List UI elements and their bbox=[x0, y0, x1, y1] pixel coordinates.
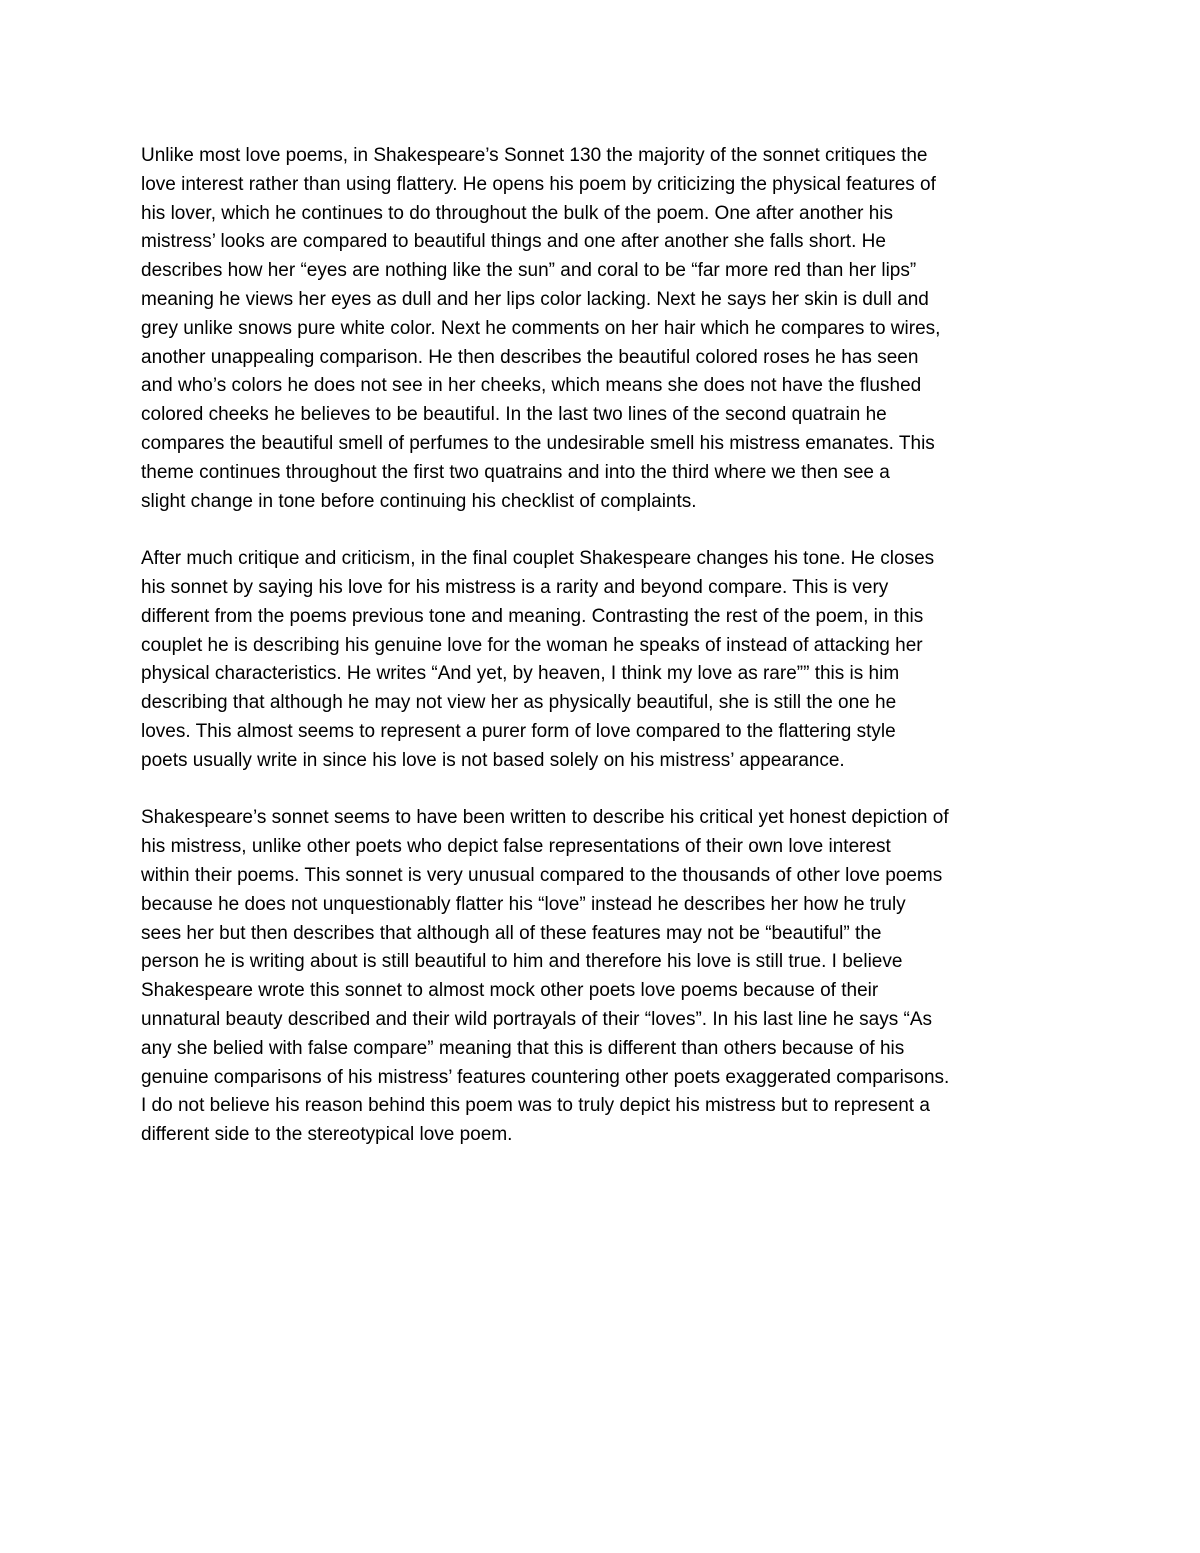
text-line: describes how her “eyes are nothing like the sun” and coral to be “far more red than her lips” bbox=[141, 260, 917, 282]
paragraph-spacer bbox=[141, 776, 1071, 805]
text-line: physical characteristics. He writes “And yet, by heaven, I think my love as rare”” this is him bbox=[141, 663, 900, 685]
text-line: slight change in tone before continuing his checklist of complaints. bbox=[141, 490, 697, 512]
text-line: theme continues throughout the first two quatrains and into the third where we then see a bbox=[141, 461, 890, 483]
text-line: unnatural beauty described and their wild portrayals of their “loves”. In his last line he says “As bbox=[141, 1008, 933, 1030]
text-line: sees her but then describes that although all of these features may not be “beautiful” the bbox=[141, 922, 882, 944]
text-line: different side to the stereotypical love poem. bbox=[141, 1124, 513, 1146]
text-line: his lover, which he continues to do throughout the bulk of the poem. One after another his bbox=[141, 202, 894, 224]
text-line: because he does not unquestionably flatter his “love” instead he describes her how he truly bbox=[141, 893, 906, 915]
text-line: meaning he views her eyes as dull and her lips color lacking. Next he says her skin is dull and bbox=[141, 288, 929, 310]
text-line: After much critique and criticism, in the final couplet Shakespeare changes his tone. He closes bbox=[141, 548, 935, 570]
text-line: grey unlike snows pure white color. Next he comments on her hair which he compares to wires, bbox=[141, 317, 941, 339]
text-line: within their poems. This sonnet is very unusual compared to the thousands of other love poems bbox=[141, 864, 943, 886]
text-line: person he is writing about is still beautiful to him and therefore his love is still true. I believe bbox=[141, 951, 903, 973]
text-line: loves. This almost seems to represent a purer form of love compared to the flattering style bbox=[141, 720, 896, 742]
paragraph-spacer bbox=[141, 516, 1071, 545]
paragraph-2 bbox=[141, 545, 1071, 775]
text-line: poets usually write in since his love is not based solely on his mistress’ appearance. bbox=[141, 749, 845, 771]
text-line: couplet he is describing his genuine love for the woman he speaks of instead of attacking her bbox=[141, 634, 923, 656]
document-body bbox=[141, 142, 1071, 1150]
paragraph-3 bbox=[141, 804, 1071, 1150]
text-line: love interest rather than using flattery. He opens his poem by criticizing the physical features of bbox=[141, 173, 936, 195]
text-line: Unlike most love poems, in Shakespeare’s Sonnet 130 the majority of the sonnet critiques the bbox=[141, 145, 928, 166]
text-line: colored cheeks he believes to be beautiful. In the last two lines of the second quatrain he bbox=[141, 404, 887, 426]
text-line: Shakespeare’s sonnet seems to have been written to describe his critical yet honest depiction of bbox=[141, 807, 949, 829]
text-line: his sonnet by saying his love for his mistress is a rarity and beyond compare. This is very bbox=[141, 576, 889, 598]
text-line: genuine comparisons of his mistress’ features countering other poets exaggerated comparisons. bbox=[141, 1066, 950, 1088]
text-line: I do not believe his reason behind this poem was to truly depict his mistress but to represent a bbox=[141, 1095, 930, 1117]
text-line: any she belied with false compare” meaning that this is different than others because of his bbox=[141, 1037, 905, 1059]
text-line: compares the beautiful smell of perfumes to the undesirable smell his mistress emanates. This bbox=[141, 432, 935, 454]
text-line: and who’s colors he does not see in her cheeks, which means she does not have the flushed bbox=[141, 375, 922, 397]
text-line: different from the poems previous tone and meaning. Contrasting the rest of the poem, in this bbox=[141, 605, 924, 627]
text-line: his mistress, unlike other poets who depict false representations of their own love interest bbox=[141, 836, 891, 858]
paragraph-1 bbox=[141, 142, 1071, 516]
text-line: mistress’ looks are compared to beautiful things and one after another she falls short. He bbox=[141, 231, 886, 253]
text-line: Shakespeare wrote this sonnet to almost mock other poets love poems because of their bbox=[141, 980, 879, 1002]
text-line: another unappealing comparison. He then describes the beautiful colored roses he has seen bbox=[141, 346, 919, 368]
text-line: describing that although he may not view her as physically beautiful, she is still the one he bbox=[141, 692, 897, 714]
